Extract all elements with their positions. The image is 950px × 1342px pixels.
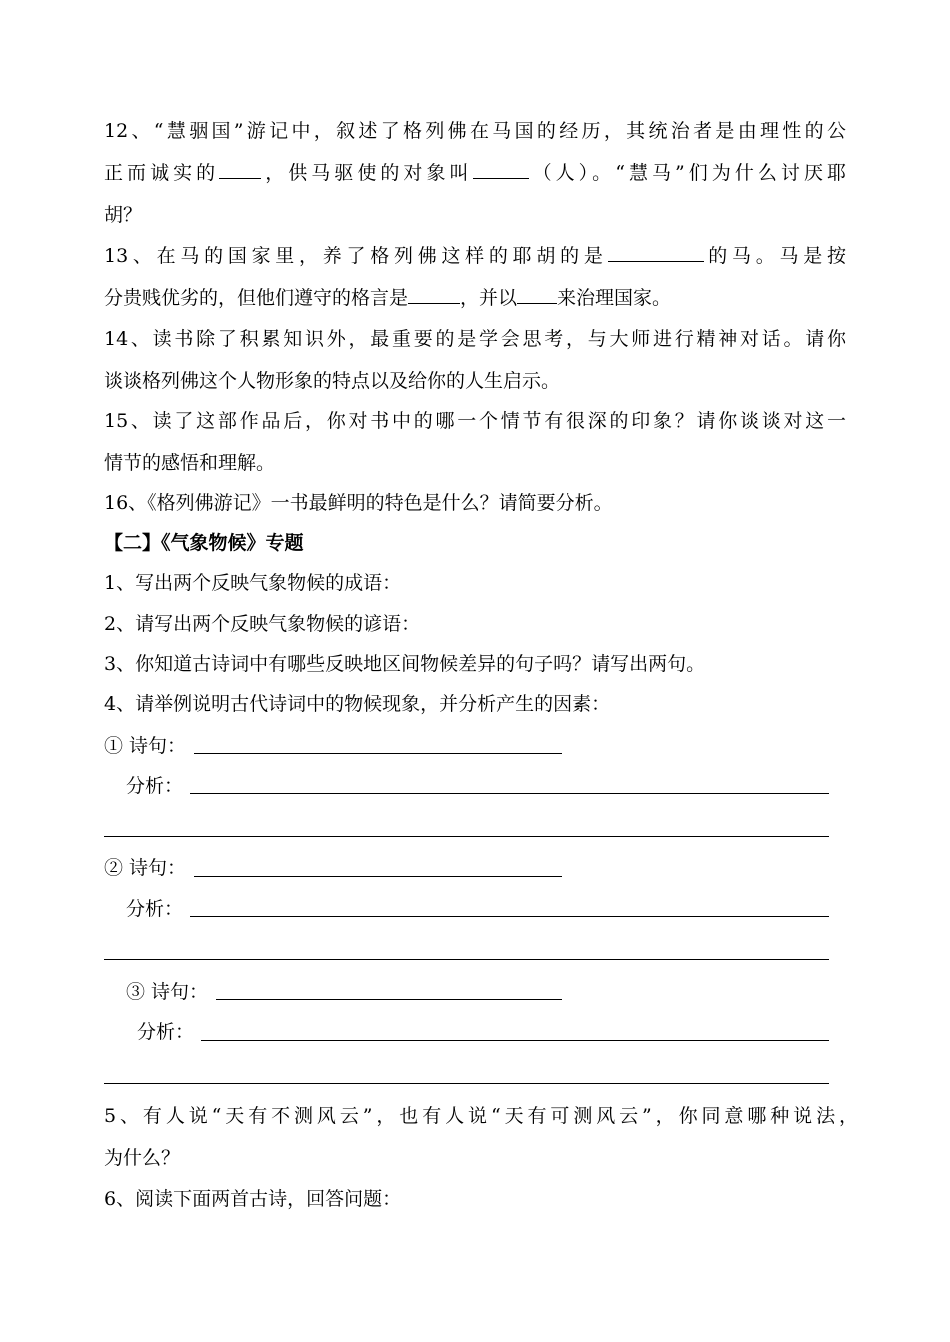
item-3-analysis-line-1[interactable]	[201, 1040, 829, 1041]
q12-line-1: 12、“慧骃国”游记中，叙述了格列佛在马国的经历，其统治者是由理性的公	[104, 120, 846, 142]
q14-line-1: 14、读书除了积累知识外，最重要的是学会思考，与大师进行精神对话。请你	[104, 328, 846, 350]
q13-text-b: 的马。马是按	[703, 245, 846, 267]
q13-text-e: 来治理国家。	[557, 287, 672, 309]
q13-text-c: 分贵贱优劣的，但他们遵守的格言是	[104, 287, 409, 309]
q13-line-1	[104, 244, 846, 268]
q12-text-b: ，供马驱使的对象叫	[261, 162, 473, 184]
s2-q2: 2、请写出两个反映气象物候的谚语：	[104, 613, 421, 635]
item-1-analysis-label: 分析：	[126, 775, 184, 797]
q15-line-2: 情节的感悟和理解。	[104, 452, 276, 474]
item-3-poem-line[interactable]	[216, 999, 562, 1000]
q12-line-3: 胡？	[104, 204, 143, 226]
item-2-poem-line[interactable]	[194, 876, 562, 877]
s2-q5-line-2: 为什么？	[104, 1147, 181, 1169]
item-2-analysis-label: 分析：	[126, 898, 184, 920]
q13-blank-1[interactable]	[608, 244, 704, 262]
q12-text-c: （人）。“慧马”们为什么讨厌耶	[528, 162, 846, 184]
q15-line-1: 15、读了这部作品后，你对书中的哪一个情节有很深的印象？请你谈谈对这一	[104, 410, 846, 432]
q12-text-a: 正而诚实的	[104, 162, 220, 184]
item-2-poem-label: ② 诗句：	[104, 857, 187, 879]
s2-q3: 3、你知道古诗词中有哪些反映地区间物候差异的句子吗？请写出两句。	[104, 653, 706, 675]
s2-q4: 4、请举例说明古代诗词中的物候现象，并分析产生的因素：	[104, 693, 611, 715]
q13-text-d: ，并以	[460, 287, 518, 309]
q16: 16、《格列佛游记》一书最鲜明的特色是什么？请简要分析。	[104, 492, 613, 514]
q13-blank-3[interactable]	[517, 286, 557, 304]
item-1-poem-line[interactable]	[194, 753, 562, 754]
s2-q1: 1、写出两个反映气象物候的成语：	[104, 572, 402, 594]
q12-blank-1[interactable]	[219, 161, 261, 179]
section-2-title: 【二】《气象物候》专题	[104, 532, 304, 554]
q13-blank-2[interactable]	[408, 286, 460, 304]
q14-line-2: 谈谈格列佛这个人物形象的特点以及给你的人生启示。	[104, 370, 561, 392]
s2-q6: 6、阅读下面两首古诗，回答问题：	[104, 1188, 402, 1210]
q12-line-2	[104, 161, 846, 185]
item-1-poem-label: ① 诗句：	[104, 735, 187, 757]
s2-q5-line-1: 5、有人说“天有不测风云”，也有人说“天有可测风云”，你同意哪种说法，	[104, 1105, 858, 1127]
item-3-poem-label: ③ 诗句：	[126, 981, 209, 1003]
item-1-analysis-line-1[interactable]	[190, 793, 829, 794]
q13-line-2	[104, 286, 671, 310]
q13-text-a: 13、在马的国家里，养了格列佛这样的耶胡的是	[104, 245, 608, 267]
item-3-analysis-label: 分析：	[137, 1021, 195, 1043]
q12-blank-2[interactable]	[473, 161, 529, 179]
item-1-analysis-line-2[interactable]	[104, 836, 829, 837]
item-2-analysis-line-2[interactable]	[104, 959, 829, 960]
item-3-analysis-line-2[interactable]	[104, 1083, 829, 1084]
item-2-analysis-line-1[interactable]	[190, 916, 829, 917]
